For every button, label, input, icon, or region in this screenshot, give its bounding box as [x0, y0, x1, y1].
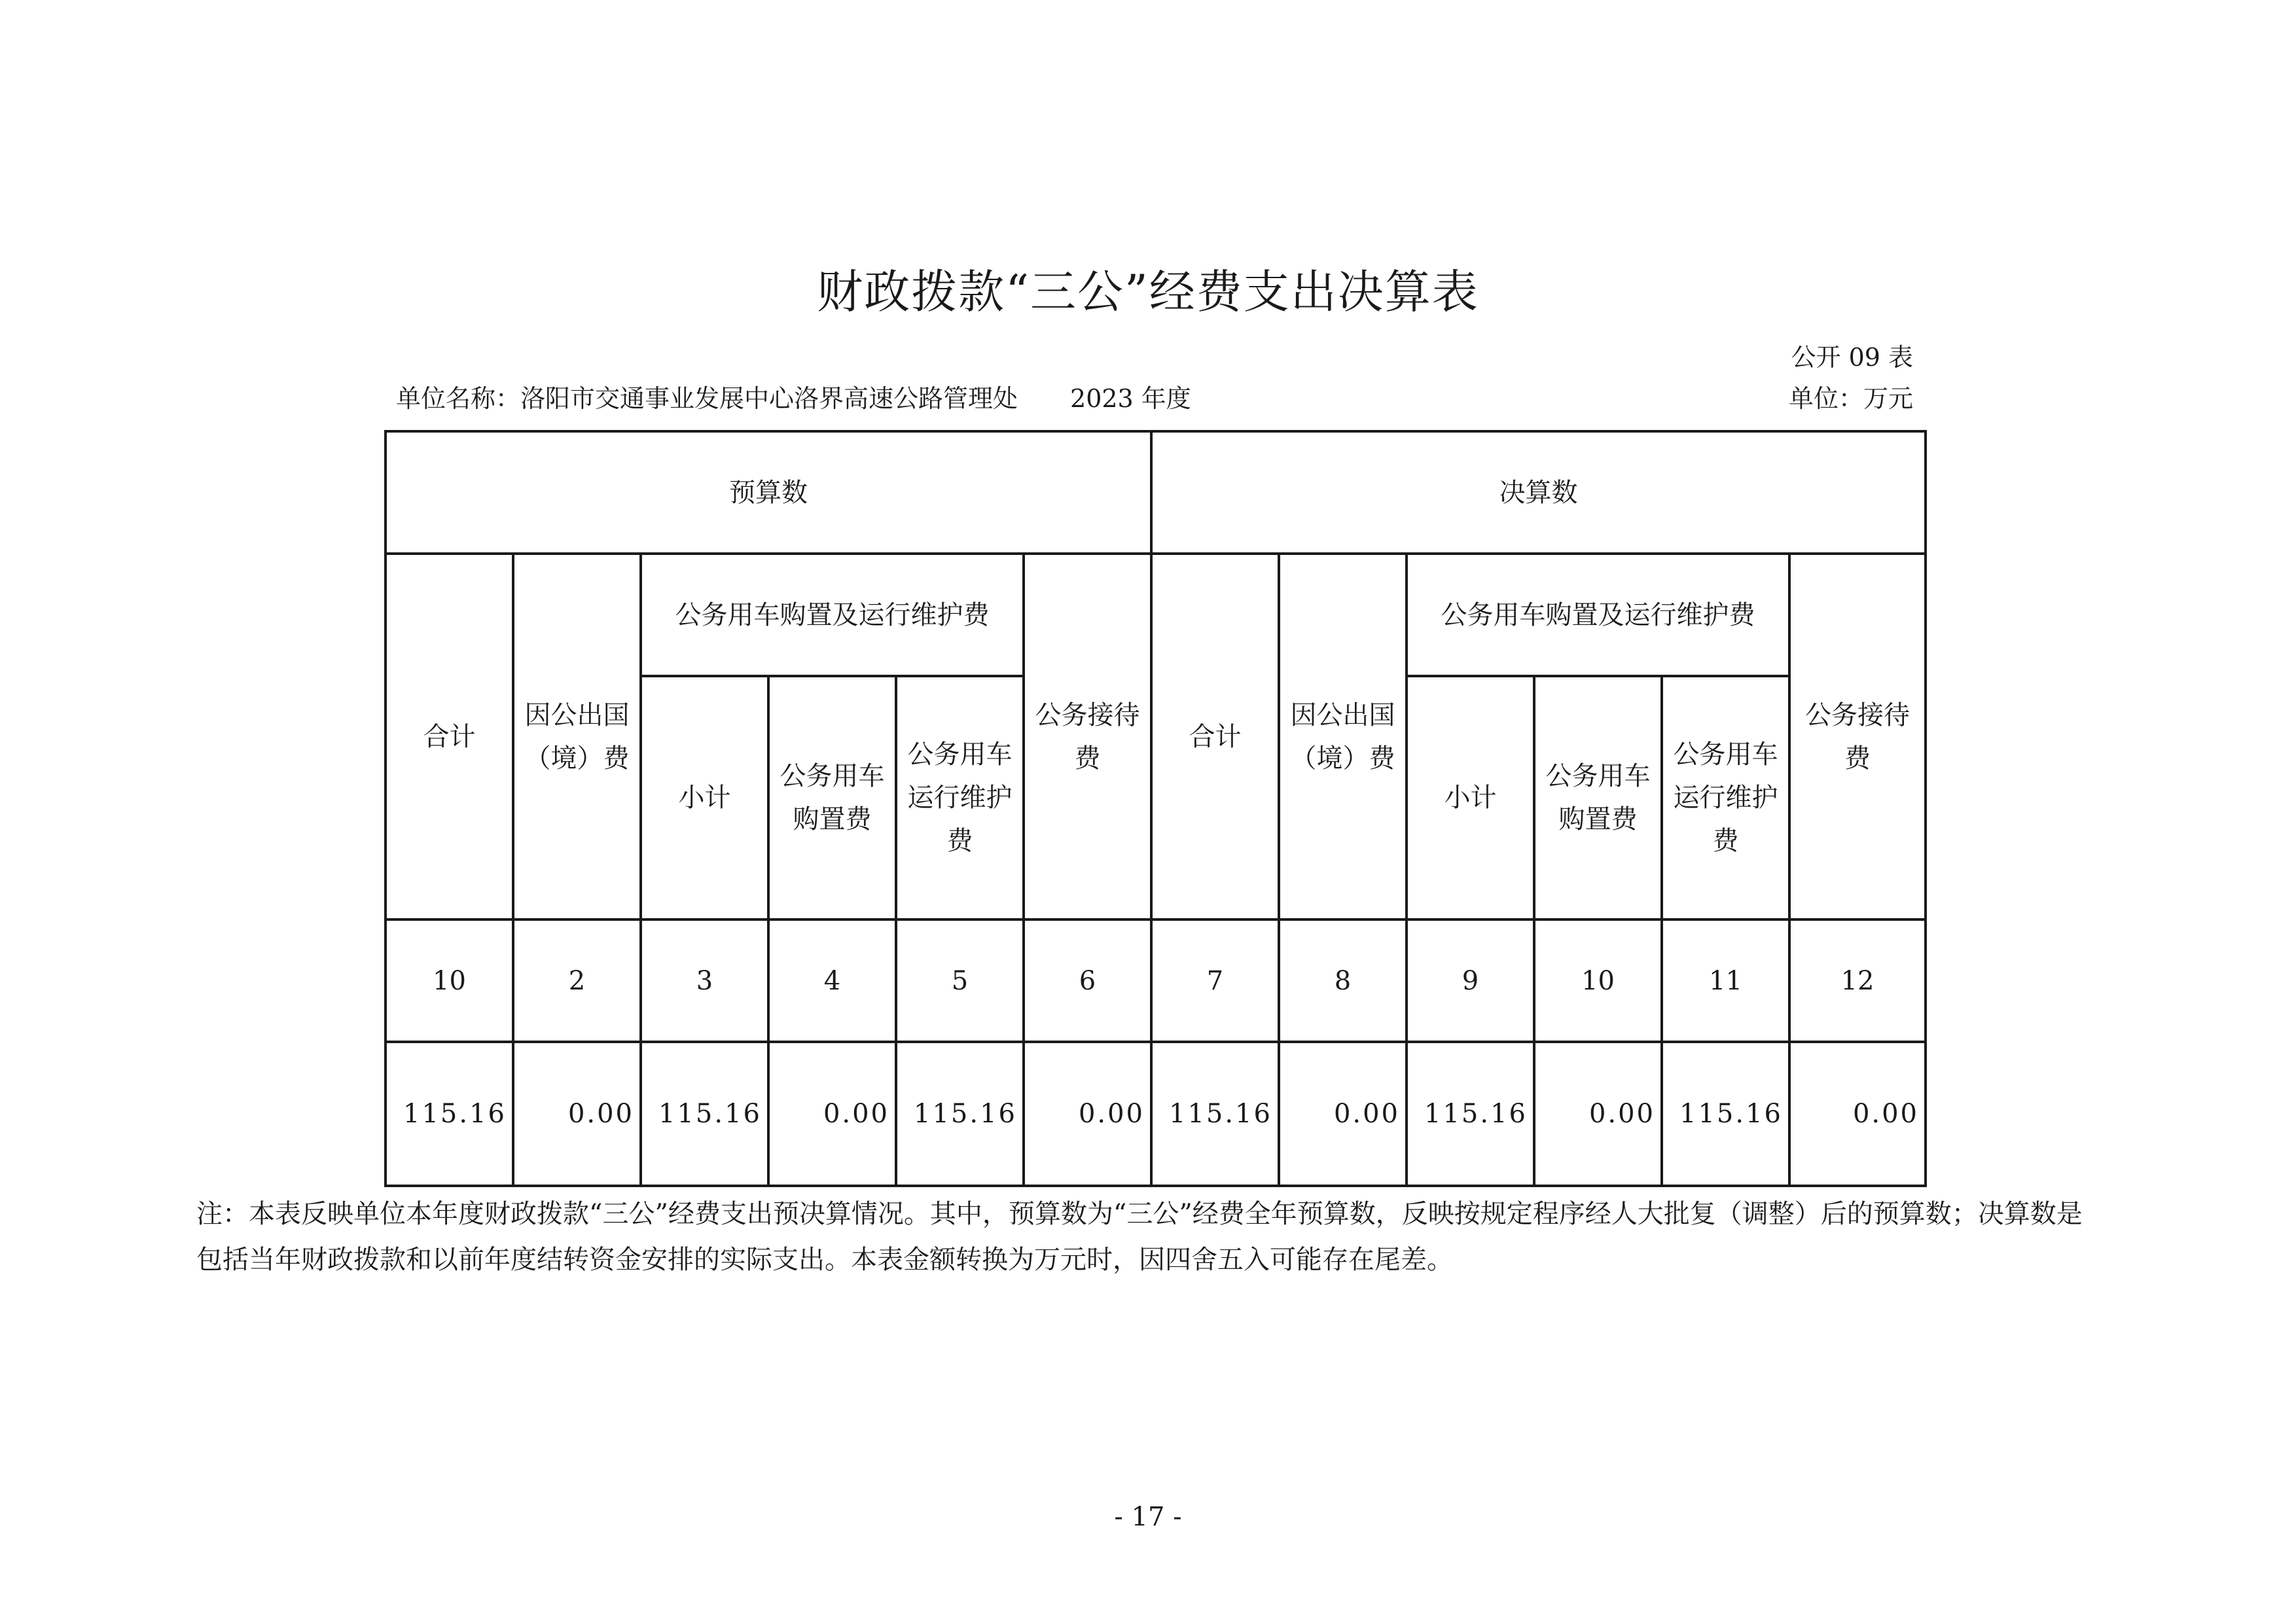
- final-group-header: 决算数: [1151, 431, 1926, 554]
- final-vehicle-group-header: 公务用车购置及运行维护费: [1407, 554, 1789, 676]
- final-purchase-header: 公务用车购置费: [1534, 676, 1662, 919]
- budget-vehicle-group-header: 公务用车购置及运行维护费: [641, 554, 1024, 676]
- final-operation-header: 公务用车运行维护费: [1662, 676, 1789, 919]
- amount-cell: 0.00: [1789, 1042, 1926, 1186]
- budget-purchase-header: 公务用车购置费: [768, 676, 896, 919]
- amount-cell: 0.00: [1279, 1042, 1407, 1186]
- amount-cell: 0.00: [1534, 1042, 1662, 1186]
- amount-row: [386, 1042, 1926, 1186]
- form-number: 公开 09 表: [1791, 343, 1913, 372]
- column-number: 5: [896, 919, 1024, 1042]
- budget-group-header: 预算数: [386, 431, 1151, 554]
- amount-cell: 115.16: [1407, 1042, 1534, 1186]
- column-number: 11: [1662, 919, 1789, 1042]
- table-note: 注：本表反映单位本年度财政拨款“三公”经费支出预决算情况。其中，预算数为“三公”经费全年预算数，反映按规定程序经人大批复（调整）后的预算数；决算数是包括当年财政拨款和以前年度结转资金安排的实际支出。本表金额转换为万元时，因四舍五入可能存在尾差。: [196, 1199, 2083, 1275]
- column-number: 10: [386, 919, 513, 1042]
- budget-total-header: 合计: [386, 554, 513, 919]
- column-number: 9: [1407, 919, 1534, 1042]
- column-number: 7: [1151, 919, 1279, 1042]
- unit-name-line: [396, 378, 1191, 414]
- final-reception-header: 公务接待费: [1789, 554, 1926, 919]
- column-number: 6: [1024, 919, 1151, 1042]
- column-number: 3: [641, 919, 768, 1042]
- fiscal-year: 2023 年度: [1070, 384, 1191, 413]
- column-number: 12: [1789, 919, 1926, 1042]
- currency-unit: 单位：万元: [1788, 384, 1913, 413]
- three-public-expenses-table: [384, 430, 1927, 1187]
- column-number-row: [386, 919, 1926, 1042]
- amount-cell: 115.16: [641, 1042, 768, 1186]
- page-number: - 17 -: [1114, 1502, 1182, 1532]
- amount-cell: 0.00: [1024, 1042, 1151, 1186]
- amount-cell: 115.16: [1662, 1042, 1789, 1186]
- budget-reception-header: 公务接待费: [1024, 554, 1151, 919]
- page-title: 财政拨款“三公”经费支出决算表: [817, 265, 1479, 319]
- budget-subtotal-header: 小计: [641, 676, 768, 919]
- column-number: 4: [768, 919, 896, 1042]
- column-number: 8: [1279, 919, 1407, 1042]
- column-header-row-1: [386, 554, 1926, 676]
- final-abroad-header: 因公出国（境）费: [1279, 554, 1407, 919]
- unit-name: 单位名称：洛阳市交通事业发展中心洛界高速公路管理处: [396, 384, 1018, 413]
- amount-cell: 115.16: [386, 1042, 513, 1186]
- amount-cell: 0.00: [768, 1042, 896, 1186]
- group-header-row: [386, 431, 1926, 554]
- final-total-header: 合计: [1151, 554, 1279, 919]
- column-number: 10: [1534, 919, 1662, 1042]
- amount-cell: 115.16: [896, 1042, 1024, 1186]
- budget-operation-header: 公务用车运行维护费: [896, 676, 1024, 919]
- final-subtotal-header: 小计: [1407, 676, 1534, 919]
- column-number: 2: [513, 919, 641, 1042]
- amount-cell: 115.16: [1151, 1042, 1279, 1186]
- budget-abroad-header: 因公出国（境）费: [513, 554, 641, 919]
- amount-cell: 0.00: [513, 1042, 641, 1186]
